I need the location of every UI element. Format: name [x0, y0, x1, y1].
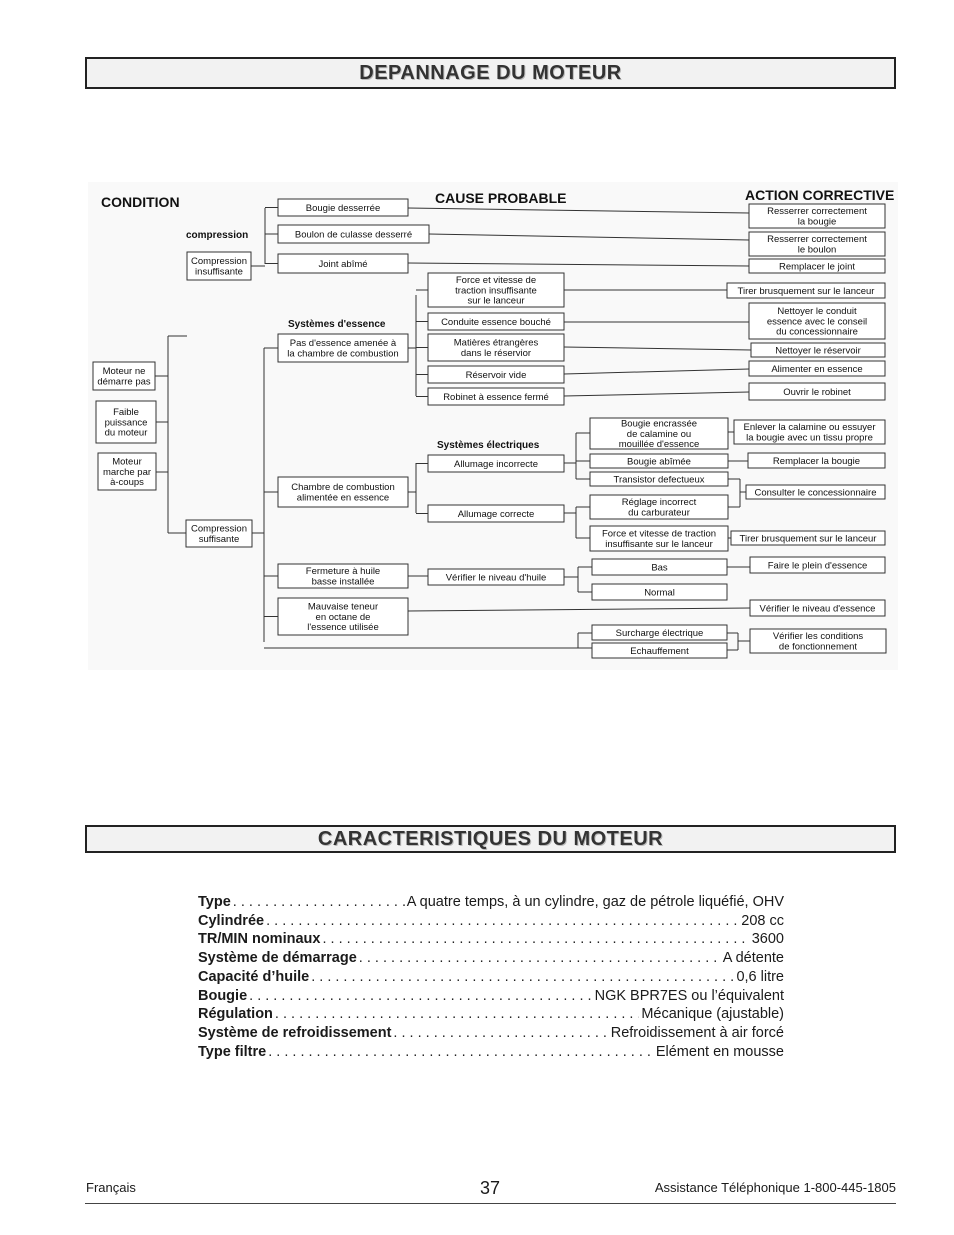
probable-cause-group [278, 334, 408, 362]
ignition-state [428, 505, 564, 522]
compression-cause-text: Bougie desserrée [305, 202, 381, 214]
compression-insufficient-text: insuffisante [195, 266, 243, 278]
spec-value: NGK BPR7ES ou l’équivalent [594, 987, 784, 1004]
ignition-state-text: Allumage incorrecte [454, 458, 538, 470]
spec-leader-dots [275, 1005, 639, 1024]
corrective-action-text: Vérifier le niveau d'essence [759, 603, 876, 615]
fuel-cause [428, 334, 564, 361]
corrective-action-text: Nettoyer le réservoir [775, 345, 861, 357]
troubleshooting-title-bar [85, 57, 896, 89]
ignition-cause-text: Transistor defectueux [613, 474, 705, 486]
corrective-action [748, 453, 885, 468]
condition-no-start-text: Moteur ne [102, 366, 146, 378]
probable-cause-group-text: en octane de [315, 611, 371, 623]
ignition-cause [590, 418, 728, 450]
fuel-cause-text: Conduite essence bouché [441, 316, 551, 328]
condition-low-power-text: du moteur [104, 427, 148, 439]
spec-row [198, 1005, 784, 1024]
footer-language: Français [86, 1180, 136, 1195]
spec-value: 3600 [751, 931, 784, 948]
connector-line [564, 347, 751, 350]
corrective-action-text: le boulon [797, 244, 837, 256]
ignition-cause [590, 454, 728, 468]
spec-leader-dots [249, 987, 592, 1006]
spec-label: Cylindrée [198, 912, 265, 929]
spec-leader-dots [322, 930, 749, 949]
fuel-cause [428, 273, 564, 307]
spec-row [198, 893, 784, 912]
probable-cause-group [278, 598, 408, 635]
troubleshooting-title: DEPANNAGE DU MOTEUR [359, 61, 622, 84]
fuel-cause-text: dans le réservior [460, 347, 532, 359]
spec-value: 0,6 litre [736, 968, 784, 985]
spec-label: Type filtre [198, 1043, 267, 1060]
compression-insufficient [187, 252, 251, 280]
specifications-title-bar [85, 825, 896, 853]
specifications-list [198, 893, 784, 1061]
compression-sufficient [186, 520, 252, 547]
fuel-cause-text: Robinet à essence fermé [443, 391, 549, 403]
spec-label: Régulation [198, 1006, 273, 1023]
spec-leader-dots [311, 968, 734, 987]
ignition-cause-text: Bougie abîmée [627, 456, 691, 468]
corrective-action-text: Tirer brusquement sur le lanceur [739, 533, 877, 545]
corrective-action-text: Resserrer correctement [767, 234, 867, 246]
spec-label: Bougie [198, 987, 248, 1004]
oil-level-low-text: Bas [651, 562, 668, 574]
oil-level-normal [592, 584, 727, 600]
compression-sufficient-text: Compression [191, 523, 247, 535]
spec-leader-dots [233, 893, 405, 912]
ignition-cause [590, 472, 728, 486]
spec-value: A quatre temps, à un cylindre, gaz de pétrole liquéfié, OHV [406, 894, 784, 910]
fuel-systems-label: Systèmes d'essence [288, 319, 386, 330]
spec-value: 208 cc [741, 912, 784, 929]
spec-value: Elément en mousse [655, 1043, 784, 1060]
fuel-cause [428, 313, 564, 330]
ignition-cause-text: Force et vitesse de traction [601, 528, 717, 540]
probable-cause-group-text: la chambre de combustion [287, 348, 399, 360]
compression-cause [278, 254, 408, 273]
spec-value: Refroidissement à air forcé [610, 1024, 784, 1041]
condition-no-start [93, 362, 155, 390]
probable-cause-group-text: Mauvaise teneur [307, 601, 379, 613]
spec-row [198, 987, 784, 1006]
spec-value: Mécanique (ajustable) [641, 1006, 784, 1023]
compression-insufficient-text: Compression [191, 256, 247, 268]
corrective-action-text: Enlever la calamine ou essuyer [743, 422, 876, 434]
ignition-cause-text: de calamine ou [626, 428, 692, 440]
corrective-action [750, 629, 886, 653]
corrective-action [750, 600, 885, 616]
connector-line [408, 263, 749, 266]
fuel-cause-text: Réservoir vide [465, 369, 527, 381]
corrective-action-text: Consulter le concessionnaire [754, 487, 877, 499]
corrective-action-text: Alimenter en essence [771, 363, 863, 375]
compression-cause [278, 225, 429, 243]
fuel-cause [428, 388, 564, 405]
specifications-title: CARACTERISTIQUES DU MOTEUR [317, 827, 664, 850]
corrective-action [749, 361, 885, 376]
condition-low-power-text: Faible [113, 407, 139, 419]
condition-no-start-text: démarre pas [97, 376, 151, 388]
ignition-cause-text: mouillée d'essence [618, 439, 700, 450]
page-number: 37 [479, 1178, 501, 1198]
corrective-action [734, 420, 885, 444]
corrective-action-text: Ouvrir le robinet [783, 386, 851, 398]
ignition-state-text: Allumage correcte [457, 508, 535, 520]
connector-line [408, 608, 750, 611]
fuel-cause [428, 366, 564, 383]
compression-label: compression [186, 230, 249, 241]
spec-leader-dots [393, 1024, 608, 1043]
spec-row [198, 912, 784, 931]
action-header: ACTION CORRECTIVE [745, 187, 895, 203]
probable-cause-group [278, 477, 408, 507]
fuel-cause-text: traction insuffisante [455, 285, 537, 297]
condition-header: CONDITION [101, 194, 180, 210]
spec-row [198, 968, 784, 987]
corrective-action [749, 204, 885, 228]
condition-low-power-text: puissance [104, 417, 148, 429]
corrective-action-text: Nettoyer le conduit [777, 306, 857, 318]
corrective-action-text: Remplacer le joint [778, 261, 856, 273]
spec-label: Capacité d’huile [198, 968, 310, 985]
corrective-action-text: du concessionnaire [776, 326, 858, 338]
probable-cause-group-text: basse installée [311, 576, 375, 588]
probable-cause-group-text: Pas d'essence amenée à [289, 338, 397, 350]
oil-check-text: Vérifier le niveau d'huile [445, 572, 547, 584]
fuel-cause-text: Force et vitesse de [455, 275, 537, 287]
compression-cause-text: Boulon de culasse desserré [294, 229, 413, 241]
connector-line [564, 369, 749, 374]
cause-header: CAUSE PROBABLE [435, 190, 567, 206]
corrective-action [727, 283, 885, 298]
corrective-action-text: Faire le plein d'essence [767, 560, 868, 572]
corrective-action [746, 485, 885, 499]
spec-label: Système de refroidissement [198, 1024, 392, 1041]
overload-cause [592, 625, 727, 640]
corrective-action [749, 259, 885, 273]
spec-row [198, 930, 784, 949]
condition-rough-running-text: Moteur [112, 456, 142, 468]
condition-rough-running-text: marche par [102, 466, 152, 478]
spec-label: Type [198, 894, 231, 910]
spec-label: Système de démarrage [198, 950, 357, 967]
spec-row [198, 1024, 784, 1043]
corrective-action-text: de fonctionnement [778, 641, 858, 653]
compression-cause [278, 199, 408, 216]
compression-cause-text: Joint abîmé [318, 258, 368, 270]
compression-sufficient-text: suffisante [198, 533, 240, 545]
corrective-action-text: essence avec le conseil [766, 316, 868, 328]
condition-rough-running [98, 453, 156, 490]
fuel-cause-text: sur le lanceur [467, 295, 525, 307]
probable-cause-group-text: Chambre de combustion [291, 482, 395, 494]
ignition-cause-text: Bougie encrassée [620, 418, 698, 430]
corrective-action-text: la bougie [797, 216, 837, 228]
corrective-action [749, 232, 885, 256]
spec-leader-dots [268, 1043, 654, 1062]
probable-cause-group [278, 564, 408, 588]
spec-value: A détente [722, 950, 784, 967]
condition-rough-running-text: à-coups [110, 477, 144, 488]
ignition-state [428, 455, 564, 472]
corrective-action-text: Remplacer la bougie [772, 455, 861, 467]
corrective-action [750, 557, 885, 573]
overload-cause-text: Echauffement [630, 645, 689, 657]
footer-helpline: Assistance Téléphonique 1-800-445-1805 [654, 1180, 896, 1195]
fuel-cause-text: Matières étrangères [453, 337, 539, 349]
connector-line [564, 392, 749, 396]
overload-cause [592, 643, 727, 658]
corrective-action-text: Tirer brusquement sur le lanceur [737, 285, 875, 297]
corrective-action-text: Vérifier les conditions [772, 631, 864, 643]
ignition-cause [590, 526, 728, 551]
electric-systems-label: Systèmes électriques [437, 440, 540, 451]
condition-low-power [96, 401, 156, 443]
connector-line [408, 208, 749, 213]
oil-level-normal-text: Normal [644, 587, 675, 599]
spec-row [198, 949, 784, 968]
ignition-cause-text: insuffisante sur le lanceur [605, 538, 713, 550]
spec-leader-dots [359, 949, 721, 968]
corrective-action [749, 303, 885, 339]
probable-cause-group-text: alimentée en essence [296, 492, 390, 504]
spec-row [198, 1043, 784, 1062]
ignition-cause-text: du carburateur [628, 507, 690, 519]
corrective-action-text: Resserrer correctement [767, 206, 867, 218]
oil-level-low [592, 559, 727, 575]
corrective-action [749, 383, 885, 400]
troubleshooting-flowchart [88, 182, 898, 670]
overload-cause-text: Surcharge électrique [615, 627, 704, 639]
connector-line [429, 234, 749, 240]
ignition-cause-text: Réglage incorrect [621, 497, 697, 509]
corrective-action-text: la bougie avec un tissu propre [746, 432, 873, 444]
spec-leader-dots [266, 912, 739, 931]
probable-cause-group-text: Fermeture à huile [305, 566, 381, 578]
corrective-action [731, 531, 885, 545]
ignition-cause [590, 495, 728, 519]
corrective-action [751, 343, 885, 357]
footer-divider [85, 1203, 896, 1204]
spec-label: TR/MIN nominaux [198, 931, 321, 948]
probable-cause-group-text: l'essence utilisée [307, 622, 379, 633]
oil-check [428, 569, 564, 585]
